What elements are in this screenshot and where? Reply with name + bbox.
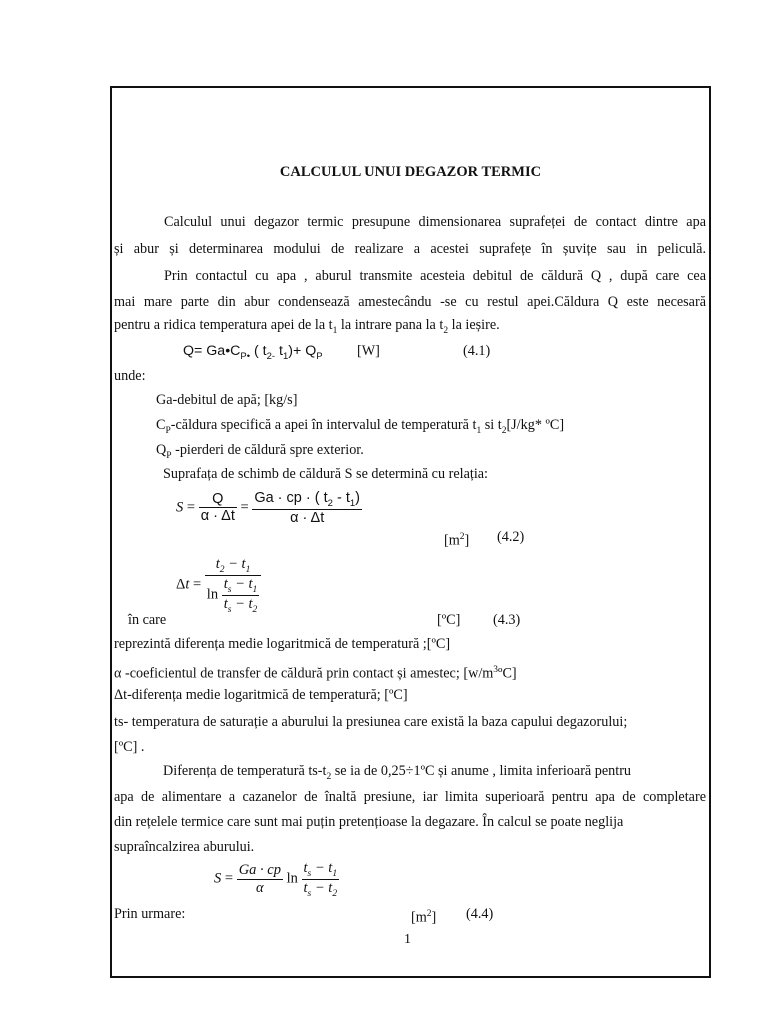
paragraph-2-line-1: Prin contactul cu apa , aburul transmite acesteia debitul de căldură Q , după care cea — [164, 268, 706, 284]
unde-label: unde: — [114, 368, 146, 384]
equation-4-4: S = $\frac{Ga \cdot cp}{\alpha}$ ln $\frac{t_s - t_1}{t_s - t_2}$ — [214, 860, 338, 899]
equation-4-1-unit: [W] — [357, 343, 380, 359]
definition-ts-unit: [ºC] . — [114, 739, 145, 755]
equation-4-3: Δt = $t_2 - t_1$ ln $\frac{t_s - t_1}{t_s - t_2}$ — [176, 556, 261, 615]
equation-4-4-unit: $[m^2]$ — [411, 909, 437, 926]
equation-4-4-number: (4.4) — [466, 906, 494, 922]
page-title: CALCULUL UNUI DEGAZOR TERMIC — [279, 164, 542, 180]
definition-cp: $C_P$-căldura specifică a apei în intervalul de temperatură $t_1$ si $t_2[J/kg*$ ºC] — [156, 417, 565, 436]
paragraph-2-line-3: pentru a ridica temperatura apei de la $t_1$ la intrare pana la $t_2$ la ieșire. — [114, 317, 500, 336]
surface-intro: Suprafața de schimb de căldură S se determină cu relația: — [163, 466, 488, 482]
equation-4-2-number: (4.2) — [497, 529, 525, 545]
paragraph-3-line-2: apa de alimentare a cazanelor de înaltă presiune, iar limita superioară pentru apa de completare — [114, 789, 706, 805]
paragraph-1-line-2: și abur și determinarea modului de realizare a acestei suprafețe în șuvițe sau in peliculă. — [114, 241, 706, 257]
paragraph-1-line-1: Calculul unui degazor termic presupune dimensionarea suprafeței de contact dintre apa — [164, 214, 706, 230]
in-care-label: în care — [128, 612, 167, 628]
paragraph-3-line-1: Diferența de temperatură $ts-t_2$ se ia de 0,25÷1ºC și anume , limita inferioară pentru — [163, 763, 632, 782]
prin-urmare-label: Prin urmare: — [114, 906, 186, 922]
equation-4-2-unit: $[m^2]$ — [444, 532, 470, 549]
paragraph-3-line-4: supraîncalzirea aburului. — [114, 839, 255, 855]
definition-ts: ts- temperatura de saturație a aburului la presiunea care există la baza capului degazorului; — [114, 714, 628, 730]
page-number: 1 — [404, 932, 411, 947]
paragraph-2-line-2: mai mare parte din abur condensează amestecându -se cu restul apei.Căldura Q este necesară — [114, 294, 706, 310]
equation-4-1-number: (4.1) — [463, 343, 491, 359]
paragraph-3-line-3: din rețelele termice care sunt mai puțin pretențioase la degazare. În calcul se poate neglija — [114, 814, 624, 830]
equation-4-1: $Q= Ga•C_{P•}$ ( $t_{2-}$ $t_1)+ Q_P$ — [183, 343, 323, 362]
equation-4-3-number: (4.3) — [493, 612, 521, 628]
equation-4-3-unit: [ºC] — [437, 612, 461, 628]
definition-ga: Ga-debitul de apă; [kg/s] — [156, 392, 298, 408]
equation-4-2: S = $\frac{Q}{\alpha \cdot \Delta t}$ = $\frac{Ga \cdot cp \cdot ( t_2 - t_1)}{\alpha \cdot \Delta t}$ — [176, 490, 360, 526]
definition-qp: $Q_P$ -pierderi de căldură spre exterior. — [156, 442, 364, 461]
definition-delta-t: Δt-diferența medie logaritmică de temperatură; [ºC] — [114, 687, 408, 703]
definition-alpha: α -coeficientul de transfer de căldură prin contact și amestec; $[w/m^3ºC]$ — [114, 665, 517, 682]
definition-dtml: reprezintă diferența medie logaritmică de temperatură ;[ºC] — [114, 636, 451, 652]
